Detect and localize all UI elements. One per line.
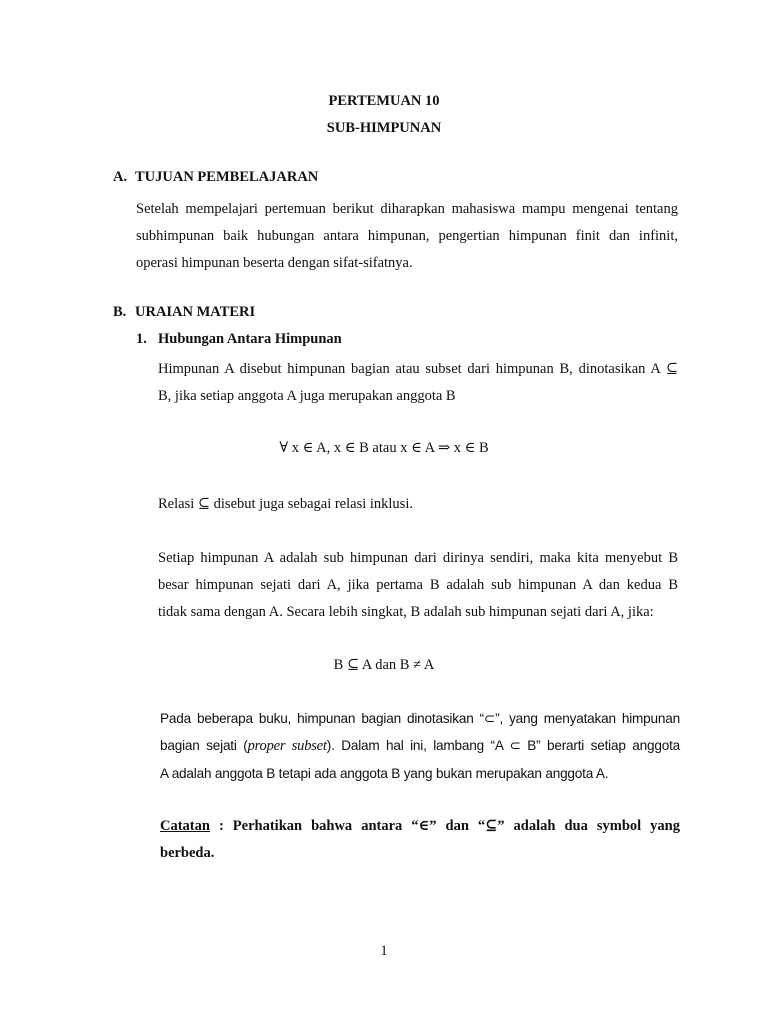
section-a-title: TUJUAN PEMBELAJARAN [135, 169, 319, 185]
paragraph-line: Setelah mempelajari pertemuan berikut diharapkan mahasiswa mampu mengenai tentang [136, 201, 678, 217]
paragraph-line: Setiap himpunan A adalah sub himpunan dari dirinya sendiri, maka kita menyebut B [158, 550, 678, 566]
paragraph-line: operasi himpunan beserta dengan sifat-sifatnya. [136, 255, 413, 271]
paragraph-text: bagian sejati ( [160, 738, 248, 753]
subsection-1-title: Hubungan Antara Himpunan [158, 331, 342, 347]
section-b-title: URAIAN MATERI [135, 304, 256, 320]
section-a-label: A. [113, 169, 128, 185]
paragraph-line: besar himpunan sejati dari A, jika pertama B adalah sub himpunan A dan kedua B [158, 577, 678, 593]
section-a-heading [113, 169, 318, 186]
subsection-1-heading [136, 331, 342, 348]
note-block [160, 813, 680, 867]
note-label: Catatan [160, 818, 210, 834]
subsection-1-label: 1. [136, 331, 147, 347]
page-number: 1 [380, 943, 388, 959]
note-line: berbeda. [160, 845, 215, 861]
paragraph-line: Himpunan A disebut himpunan bagian atau subset dari himpunan B, dinotasikan A ⊆ [158, 361, 678, 377]
section-b-label: B. [113, 304, 127, 320]
paragraph-line: A adalah anggota B tetapi ada anggota B yang bukan merupakan anggota A. [160, 766, 609, 781]
subset-definition-paragraph [158, 356, 678, 410]
proper-subset-term: proper subset [247, 738, 327, 754]
note-text: : Perhatikan bahwa antara “∈” dan “⊆” adalah dua symbol yang [209, 818, 680, 834]
section-b-heading [113, 304, 255, 321]
section-a-paragraph [136, 196, 678, 277]
subset-formula: ∀ x ∈ A, x ∈ B atau x ∈ A ⇒ x ∈ B [279, 440, 489, 456]
paragraph-line: subhimpunan baik hubungan antara himpunan, pengertian himpunan finit dan infinit, [136, 228, 678, 244]
note-line [160, 813, 680, 840]
page-subtitle: SUB-HIMPUNAN [326, 120, 442, 136]
inclusion-relation-text [158, 491, 678, 518]
notation-paragraph [160, 705, 680, 787]
page-title: PERTEMUAN 10 [328, 93, 440, 109]
paragraph-text: ). Dalam hal ini, lambang “A ⊂ B” berarti setiap anggota [326, 738, 681, 753]
proper-subset-paragraph [158, 545, 678, 626]
paragraph-line [160, 732, 680, 760]
paragraph-line: Pada beberapa buku, himpunan bagian dinotasikan “⊂”, yang menyatakan himpunan [160, 711, 680, 726]
paragraph-line: B, jika setiap anggota A juga merupakan anggota B [158, 388, 456, 404]
proper-subset-formula: B ⊆ A dan B ≠ A [333, 657, 435, 673]
paragraph-line: tidak sama dengan A. Secara lebih singkat, B adalah sub himpunan sejati dari A, jika: [158, 604, 654, 620]
paragraph-line: Relasi ⊆ disebut juga sebagai relasi inklusi. [158, 496, 413, 512]
